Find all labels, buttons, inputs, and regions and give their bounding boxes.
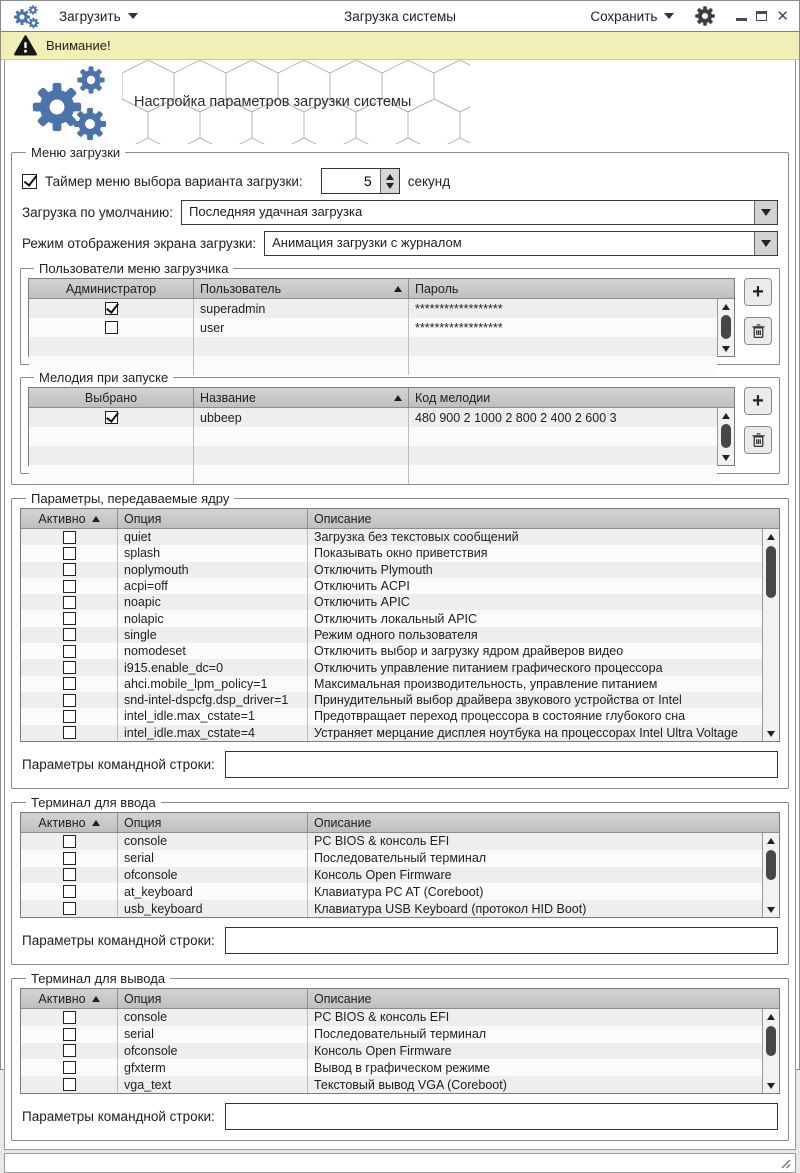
vertical-scrollbar[interactable] [762, 1009, 779, 1093]
cell: Режим одного пользователя [314, 627, 478, 642]
cell [409, 446, 717, 465]
app-gears-icon [11, 3, 41, 30]
cell: serial [118, 1026, 308, 1043]
cell: superadmin [194, 299, 409, 318]
cell: acpi=off [118, 578, 308, 594]
display-mode-label: Режим отображения экрана загрузки: [22, 236, 257, 251]
scroll-up-button[interactable] [763, 833, 779, 848]
scrollbar-thumb[interactable] [766, 850, 776, 880]
row-select-cell [21, 659, 118, 675]
column-header-active[interactable]: Активно [21, 509, 118, 528]
table-row [29, 427, 717, 446]
boot-menu-legend: Меню загрузки [31, 145, 121, 160]
scrollbar-thumb[interactable] [721, 315, 731, 339]
close-button[interactable]: ✕ [776, 7, 789, 25]
row-checkbox[interactable] [63, 1044, 76, 1057]
column-header-password[interactable]: Пароль [415, 281, 459, 296]
cell [194, 427, 409, 446]
row-checkbox[interactable] [105, 302, 118, 315]
default-boot-combobox[interactable] [181, 200, 778, 225]
table-row[interactable] [21, 594, 762, 610]
add-melody-button[interactable] [744, 387, 772, 415]
cell: Отключить управление питанием графического процессора [314, 660, 663, 675]
chevron-down-icon [664, 13, 674, 19]
column-header-name[interactable]: Название [194, 388, 409, 407]
row-checkbox[interactable] [63, 710, 76, 723]
row-select-cell [21, 883, 118, 900]
table-row[interactable] [21, 1043, 762, 1060]
row-checkbox[interactable] [63, 563, 76, 576]
cell: ****************** [415, 320, 503, 335]
delete-melody-button[interactable] [744, 426, 772, 454]
row-checkbox[interactable] [63, 726, 76, 739]
scroll-down-button[interactable] [763, 902, 779, 917]
output-terminal-table [20, 988, 780, 1094]
column-header-description[interactable]: Описание [314, 991, 372, 1006]
resize-grip[interactable] [779, 1157, 792, 1170]
default-boot-label: Загрузка по умолчанию: [22, 205, 173, 220]
table-row[interactable] [21, 562, 762, 578]
spin-down-icon[interactable] [386, 183, 394, 189]
table-row[interactable] [21, 643, 762, 659]
kernel-params-table [20, 508, 780, 742]
row-checkbox[interactable] [63, 1078, 76, 1091]
cell: console [118, 833, 308, 850]
timer-value-input[interactable] [322, 169, 380, 193]
output-terminal-body [21, 1009, 762, 1093]
row-checkbox[interactable] [63, 531, 76, 544]
output-terminal-cmdline-label: Параметры командной строки: [22, 1109, 215, 1124]
cell: Клавиатура USB Keyboard (протокол HID Boot) [314, 901, 587, 916]
cell: at_keyboard [118, 883, 308, 900]
boot-users-legend: Пользователи меню загрузчика [39, 261, 229, 276]
column-header-melody-code[interactable]: Код мелодии [415, 390, 491, 405]
row-select-cell [21, 627, 118, 643]
table-row[interactable] [21, 708, 762, 724]
input-terminal-header [21, 813, 779, 833]
row-checkbox[interactable] [63, 868, 76, 881]
cell: nolapic [118, 610, 308, 626]
cell [409, 337, 717, 356]
combo-dropdown-button[interactable] [754, 232, 777, 255]
row-checkbox[interactable] [63, 1011, 76, 1024]
scrollbar-track[interactable] [763, 848, 779, 902]
cell: intel_idle.max_cstate=1 [118, 708, 308, 724]
column-header-selected[interactable]: Выбрано [29, 388, 194, 407]
melody-table-body [29, 408, 717, 465]
window-title: Загрузка системы [344, 8, 456, 24]
cell: console [118, 1009, 308, 1026]
cell [194, 465, 409, 484]
combo-dropdown-button[interactable] [754, 201, 777, 224]
cell [194, 337, 409, 356]
gears-icon [22, 62, 112, 142]
output-terminal-cmdline-input[interactable] [225, 1103, 778, 1130]
cell: splash [118, 545, 308, 561]
row-select-cell [21, 850, 118, 867]
column-header-description[interactable]: Описание [314, 815, 372, 830]
scrollbar-thumb[interactable] [721, 424, 731, 448]
chevron-down-icon [128, 13, 138, 19]
trash-icon [751, 323, 766, 339]
column-header-option[interactable]: Опция [118, 989, 308, 1008]
cell: Консоль Open Firmware [314, 867, 452, 882]
input-terminal-body [21, 833, 762, 917]
table-row[interactable] [21, 1076, 762, 1093]
row-select-cell [21, 578, 118, 594]
cell: Отключить выбор и загрузку ядром драйверов видео [314, 644, 624, 659]
cell: 480 900 2 1000 2 800 2 400 2 600 3 [415, 410, 617, 425]
users-table-header [29, 279, 734, 299]
table-row[interactable] [21, 850, 762, 867]
row-select-cell [21, 1009, 118, 1026]
cell: ubbeep [194, 408, 409, 427]
cell: ofconsole [118, 1043, 308, 1060]
cell: Последовательный терминал [314, 1027, 487, 1042]
cell: Устраняет мерцание дисплея ноутбука на процессорах Intel Ultra Voltage [314, 725, 738, 740]
table-row[interactable] [21, 676, 762, 692]
cell: ahci.mobile_lpm_policy=1 [118, 676, 308, 692]
kernel-cmdline-label: Параметры командной строки: [22, 757, 215, 772]
row-checkbox[interactable] [63, 885, 76, 898]
scroll-down-button[interactable] [763, 1078, 779, 1093]
column-header-active[interactable]: Активно [21, 989, 118, 1008]
cell: Максимальная производительность, управление питанием [314, 676, 658, 691]
timer-label: Таймер меню выбора варианта загрузки: [45, 173, 303, 189]
output-terminal-section [11, 971, 789, 1141]
load-button[interactable] [53, 6, 144, 27]
input-terminal-cmdline-input[interactable] [225, 927, 778, 954]
input-terminal-section [11, 795, 789, 965]
kernel-params-legend: Параметры, передаваемые ядру [31, 491, 230, 506]
input-terminal-cmdline-label: Параметры командной строки: [22, 933, 215, 948]
table-row[interactable] [21, 692, 762, 708]
table-row [29, 446, 717, 465]
table-row[interactable] [29, 299, 717, 318]
cell: Консоль Open Firmware [314, 1043, 452, 1058]
timer-unit: секунд [407, 173, 451, 189]
table-row[interactable] [21, 545, 762, 561]
row-select-cell [21, 1059, 118, 1076]
vertical-scrollbar[interactable] [717, 299, 734, 356]
scroll-up-button[interactable] [763, 529, 779, 544]
row-checkbox[interactable] [63, 596, 76, 609]
scrollbar-track[interactable] [718, 314, 734, 341]
row-checkbox[interactable] [63, 645, 76, 658]
row-select-cell [21, 1076, 118, 1093]
row-checkbox[interactable] [63, 694, 76, 707]
vertical-scrollbar[interactable] [762, 833, 779, 917]
cell: serial [118, 850, 308, 867]
display-mode-value: Анимация загрузки с журналом [272, 235, 462, 250]
row-checkbox[interactable] [63, 677, 76, 690]
cell [194, 356, 409, 375]
row-checkbox[interactable] [63, 852, 76, 865]
sort-asc-icon [92, 516, 100, 522]
row-select-cell [21, 900, 118, 917]
table-row[interactable] [29, 318, 717, 337]
cell [409, 427, 717, 446]
scrollbar-track[interactable] [763, 1024, 779, 1078]
maximize-button[interactable] [756, 11, 767, 21]
boot-users-section [20, 261, 780, 365]
row-checkbox[interactable] [63, 1061, 76, 1074]
scroll-up-button[interactable] [763, 1009, 779, 1024]
cell: Отключить локальный APIC [314, 611, 478, 626]
row-checkbox[interactable] [63, 612, 76, 625]
users-table-body [29, 299, 717, 356]
page-header [10, 60, 790, 144]
melody-table [28, 387, 735, 466]
row-select-cell [21, 725, 118, 741]
spinner-arrows[interactable] [380, 169, 399, 193]
row-checkbox[interactable] [63, 661, 76, 674]
cell: Отключить Plymouth [314, 562, 433, 577]
row-checkbox[interactable] [63, 547, 76, 560]
cell: Отключить APIC [314, 595, 410, 610]
row-select-cell [21, 708, 118, 724]
row-select-cell [21, 676, 118, 692]
row-select-cell [29, 318, 194, 337]
default-boot-value: Последняя удачная загрузка [189, 204, 363, 219]
scroll-down-button[interactable] [718, 341, 734, 356]
scroll-down-button[interactable] [718, 450, 734, 465]
cell: intel_idle.max_cstate=4 [118, 725, 308, 741]
row-checkbox[interactable] [105, 411, 118, 424]
input-terminal-table [20, 812, 780, 918]
row-select-cell [21, 867, 118, 884]
scroll-down-button[interactable] [763, 726, 779, 741]
page-title: Настройка параметров загрузки системы [134, 94, 412, 110]
output-terminal-legend: Терминал для вывода [31, 971, 166, 986]
row-select-cell [21, 562, 118, 578]
cell: noapic [118, 594, 308, 610]
table-row [29, 337, 717, 356]
scrollbar-track[interactable] [718, 423, 734, 450]
cell: noplymouth [118, 562, 308, 578]
timer-checkbox[interactable] [22, 174, 37, 189]
cell [409, 465, 717, 484]
cell: Клавиатура PC AT (Coreboot) [314, 884, 484, 899]
plus-icon: + [752, 280, 764, 303]
save-button-label: Сохранить [590, 8, 658, 24]
scroll-up-button[interactable] [718, 299, 734, 314]
table-row[interactable] [21, 627, 762, 643]
display-mode-combobox[interactable] [264, 231, 778, 256]
scrollbar-track[interactable] [763, 544, 779, 726]
cell: Последовательный терминал [314, 851, 487, 866]
row-checkbox[interactable] [63, 1028, 76, 1041]
table-row[interactable] [21, 659, 762, 675]
boot-menu-section [11, 145, 789, 485]
table-row[interactable] [21, 725, 762, 741]
table-row[interactable] [21, 1026, 762, 1043]
scrollbar-thumb[interactable] [766, 546, 776, 598]
cell: i915.enable_dc=0 [118, 659, 308, 675]
plus-icon: + [752, 389, 764, 412]
row-select-cell [21, 529, 118, 545]
row-select-cell [21, 594, 118, 610]
cell: Принудительный выбор драйвера звукового устройства от Intel [314, 693, 682, 708]
row-checkbox[interactable] [63, 835, 76, 848]
chevron-down-icon [761, 240, 771, 247]
kernel-cmdline-input[interactable] [225, 751, 778, 778]
cell: user [194, 318, 409, 337]
row-checkbox[interactable] [63, 628, 76, 641]
row-select-cell [29, 337, 194, 356]
cell: ****************** [415, 301, 503, 316]
row-select-cell [29, 408, 194, 427]
cell: gfxterm [118, 1059, 308, 1076]
row-select-cell [21, 1026, 118, 1043]
cell: nomodeset [118, 643, 308, 659]
sort-asc-icon [394, 286, 402, 292]
row-select-cell [21, 692, 118, 708]
table-row[interactable] [21, 1009, 762, 1026]
cell: snd-intel-dspcfg.dsp_driver=1 [118, 692, 308, 708]
save-button[interactable] [584, 6, 680, 27]
column-header-description[interactable]: Описание [314, 511, 372, 526]
table-row[interactable] [21, 833, 762, 850]
row-select-cell [29, 465, 194, 484]
delete-user-button[interactable] [744, 317, 772, 345]
table-row[interactable] [21, 610, 762, 626]
cell: Загрузка без текстовых сообщений [314, 530, 519, 545]
cell: PC BIOS & консоль EFI [314, 1010, 450, 1025]
sort-asc-icon [92, 996, 100, 1002]
cell: Показывать окно приветствия [314, 546, 488, 561]
table-row[interactable] [29, 408, 717, 427]
titlebar [1, 1, 799, 32]
sort-asc-icon [394, 395, 402, 401]
minimize-button[interactable] [736, 18, 747, 21]
cell: quiet [118, 529, 308, 545]
table-row[interactable] [21, 1059, 762, 1076]
timer-spinner[interactable] [321, 168, 400, 194]
chevron-down-icon [761, 209, 771, 216]
cell: usb_keyboard [118, 900, 308, 917]
output-terminal-header [21, 989, 779, 1009]
cell: PC BIOS & консоль EFI [314, 834, 450, 849]
input-terminal-legend: Терминал для ввода [31, 795, 156, 810]
table-row[interactable] [21, 900, 762, 917]
users-table [28, 278, 735, 357]
warning-text: Внимание! [46, 38, 111, 53]
table-row[interactable] [21, 883, 762, 900]
row-select-cell [21, 1043, 118, 1060]
cell: Вывод в графическом режиме [314, 1060, 491, 1075]
melody-table-header [29, 388, 734, 408]
column-header-admin[interactable]: Администратор [29, 279, 194, 298]
vertical-scrollbar[interactable] [762, 529, 779, 741]
status-bar [4, 1153, 796, 1173]
cell [409, 356, 717, 375]
row-select-cell [21, 643, 118, 659]
kernel-table-header [21, 509, 779, 529]
row-select-cell [29, 446, 194, 465]
settings-gear-icon[interactable] [694, 5, 716, 27]
cell: Отключить ACPI [314, 579, 410, 594]
table-row[interactable] [21, 529, 762, 545]
column-header-user[interactable]: Пользователь [194, 279, 409, 298]
scroll-up-button[interactable] [718, 408, 734, 423]
row-checkbox[interactable] [63, 580, 76, 593]
cell: Текстовый вывод VGA (Coreboot) [314, 1077, 507, 1092]
column-header-option[interactable]: Опция [118, 813, 308, 832]
warning-triangle-icon [14, 35, 37, 56]
warning-banner [1, 32, 799, 60]
cell: single [118, 627, 308, 643]
main-content [4, 60, 796, 1150]
kernel-table-body [21, 529, 762, 741]
sort-asc-icon [92, 820, 100, 826]
cell: Предотвращает переход процессора в состояние глубокого сна [314, 709, 686, 724]
boot-melody-legend: Мелодия при запуске [39, 370, 169, 385]
row-select-cell [21, 610, 118, 626]
column-header-option[interactable]: Опция [118, 509, 308, 528]
table-row [29, 465, 717, 484]
scrollbar-thumb[interactable] [766, 1026, 776, 1056]
kernel-params-section [11, 491, 789, 789]
table-row[interactable] [21, 867, 762, 884]
load-button-label: Загрузить [59, 8, 121, 24]
column-header-active[interactable]: Активно [21, 813, 118, 832]
trash-icon [751, 432, 766, 448]
row-select-cell [21, 833, 118, 850]
cell: vga_text [118, 1076, 308, 1093]
spin-up-icon[interactable] [386, 174, 394, 180]
row-select-cell [29, 299, 194, 318]
row-select-cell [29, 427, 194, 446]
row-checkbox[interactable] [105, 321, 118, 334]
cell [194, 446, 409, 465]
add-user-button[interactable] [744, 278, 772, 306]
cell: ofconsole [118, 867, 308, 884]
row-select-cell [21, 545, 118, 561]
vertical-scrollbar[interactable] [717, 408, 734, 465]
table-row[interactable] [21, 578, 762, 594]
boot-melody-section [20, 370, 780, 474]
row-checkbox[interactable] [63, 902, 76, 915]
